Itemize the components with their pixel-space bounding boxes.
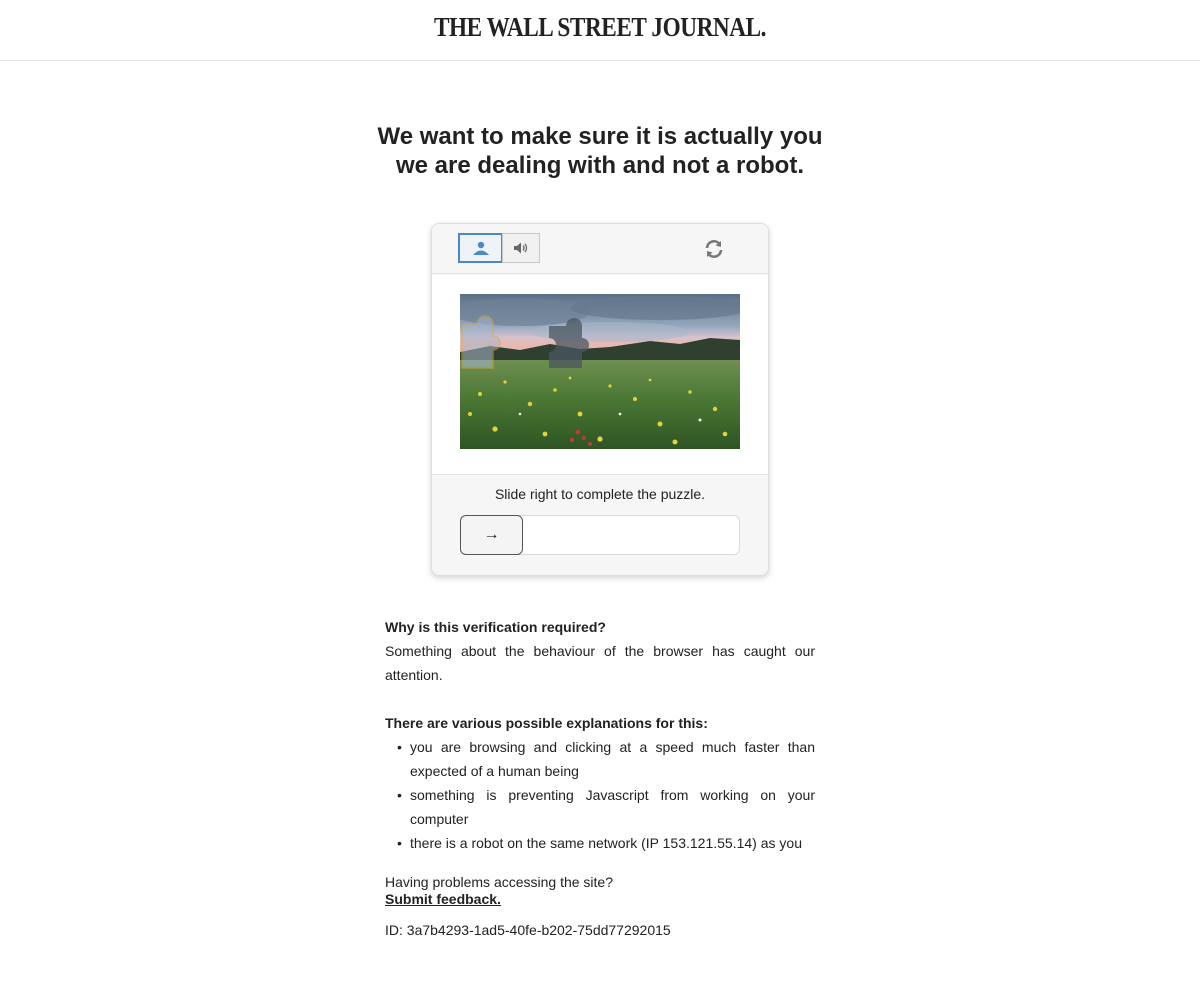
list-item: • there is a robot on the same network (IP 153.121.55.14) as you xyxy=(385,831,815,855)
wsj-logo[interactable]: THE WALL STREET JOURNAL. xyxy=(433,12,767,42)
captcha-toolbar xyxy=(432,224,768,274)
audio-mode-button[interactable] xyxy=(502,233,540,263)
explanations-list xyxy=(385,735,815,855)
verification-answer: Something about the behaviour of the browser has caught our attention. xyxy=(385,643,815,683)
speaker-icon xyxy=(513,241,529,255)
refresh-icon[interactable] xyxy=(703,238,725,260)
list-item: • something is preventing Javascript from working on your computer xyxy=(385,783,815,831)
slider-handle[interactable] xyxy=(460,515,523,555)
page-headline: We want to make sure it is actually you we are dealing with and not a robot. xyxy=(377,123,823,179)
slider-instruction: Slide right to complete the puzzle. xyxy=(494,486,706,502)
puzzle-image xyxy=(460,294,740,449)
list-item: • you are browsing and clicking at a speed much faster than expected of a human being xyxy=(385,735,815,783)
submit-feedback-link[interactable]: Submit feedback. xyxy=(385,891,501,907)
captcha-card xyxy=(431,223,769,576)
verification-question: Why is this verification required? xyxy=(385,619,606,635)
explanations-heading: There are various possible explanations for this: xyxy=(385,715,708,731)
request-id: ID: 3a7b4293-1ad5-40fe-b202-75dd77292015 xyxy=(385,922,671,938)
top-bar xyxy=(0,0,1200,61)
problem-text: Having problems accessing the site? xyxy=(385,874,614,890)
image-icon xyxy=(471,240,491,256)
arrow-right-icon: → xyxy=(483,526,500,543)
puzzle-area xyxy=(432,275,768,475)
image-mode-button[interactable] xyxy=(458,233,503,263)
